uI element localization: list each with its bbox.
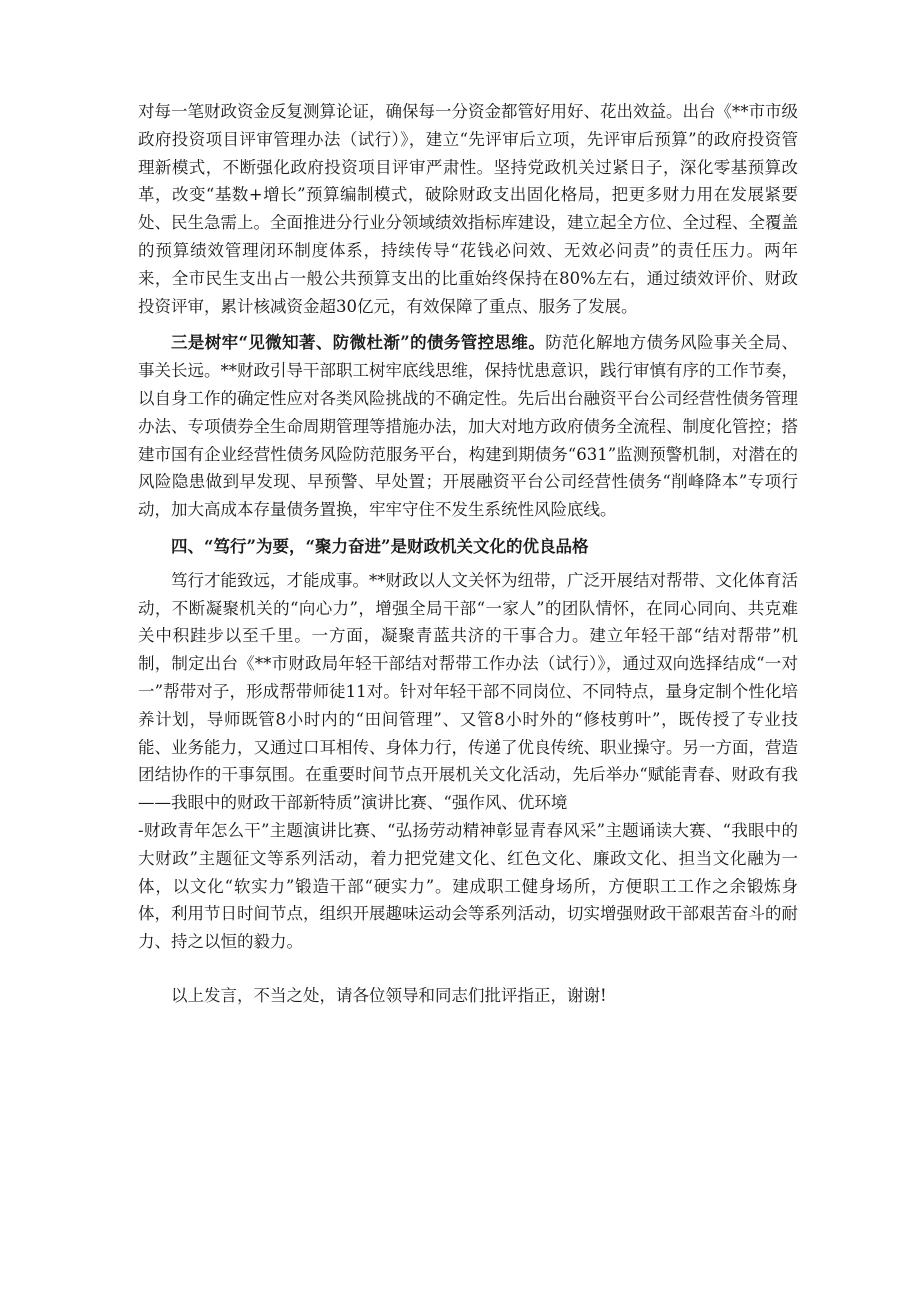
document-page: [138, 98, 798, 1010]
paragraph-culture-activities: 笃行才能致远，才能成事。**财政以人文关怀为纽带，广泛开展结对帮带、文化体育活动，不断凝聚机关的“向心力”，增强全局干部“一家人”的团队情怀，在同心同向、共克难关中积跬步以至千里。一方面，凝聚青蓝共济的干事合力。建立年轻干部“结对帮带”机制，制定出台《**市财政局年轻干部结对帮带工作办法（试行）》，通过双向选择结成“一对一”帮带对子，形成帮带师徒11对。针对年轻干部不同岗位、不同特点，量身定制个性化培养计划，导师既管8小时内的“田间管理”、又管8小时外的“修枝剪叶”，既传授了专业技能、业务能力，又通过口耳相传、身体力行，传递了优良传统、职业操守。另一方面，营造团结协作的干事氛围。在重要时间节点开展机关文化活动，先后举办“赋能青春、财政有我——我眼中的财政干部新特质”演讲比赛、“强作风、优环境: [138, 570, 798, 813]
paragraph-culture-continuation: -财政青年怎么干”主题演讲比赛、“弘扬劳动精神彰显青春风采”主题诵读大赛、“我眼中的大财政”主题征文等系列活动，着力把党建文化、红色文化、廉政文化、担当文化融为一体，以文化“软实力”锻造干部“硬实力”。建成职工健身场所，方便职工工作之余锻炼身体，利用节日时间节点，组织开展趣味运动会等系列活动，切实增强财政干部艰苦奋斗的耐力、持之以恒的毅力。: [138, 820, 798, 952]
paragraph-debt-control: [138, 329, 798, 524]
paragraph-budget-performance: 对每一笔财政资金反复测算论证，确保每一分资金都管好用好、花出效益。出台《**市市级政府投资项目评审管理办法（试行）》，建立“先评审后立项，先评审后预算”的政府投资管理新模式，不断强化政府投资项目评审严肃性。坚持党政机关过紧日子，深化零基预算改革，改变“基数+增长”预算编制模式，破除财政支出固化格局，把更多财力用在发展紧要处、民生急需上。全面推进分行业分领域绩效指标库建设，建立起全方位、全过程、全覆盖的预算绩效管理闭环制度体系，持续传导“花钱必问效、无效必问责”的责任压力。两年来，全市民生支出占一般公共预算支出的比重始终保持在80%左右，通过绩效评价、财政投资评审，累计核减资金超30亿元，有效保障了重点、服务了发展。: [138, 102, 798, 316]
paragraph-body: 防范化解地方债务风险事关全局、事关长远。**财政引导干部职工树牢底线思维，保持忧患意识，践行审慎有序的工作节奏，以自身工作的确定性应对各类风险挑战的不确定性。先后出台融资平台公司经营性债务管理办法、专项债券全生命周期管理等措施办法，加大对地方政府债务全流程、制度化管控；搭建市国有企业经营性债务风险防范服务平台，构建到期债务“631”监测预警机制，对潜在的风险隐患做到早发现、早预警、早处置；开展融资平台公司经营性债务“削峰降本”专项行动，加大高成本存量债务置换，牢牢守住不发生系统性风险底线。: [138, 333, 799, 520]
closing-remark: 以上发言，不当之处，请各位领导和同志们批评指正，谢谢!: [171, 985, 607, 1005]
section-heading-four: 四、“笃行”为要，“聚力奋进”是财政机关文化的优良品格: [171, 536, 589, 556]
paragraph-lead-sentence: 三是树牢“见微知著、防微杜渐”的债务管控思维。: [171, 333, 546, 353]
